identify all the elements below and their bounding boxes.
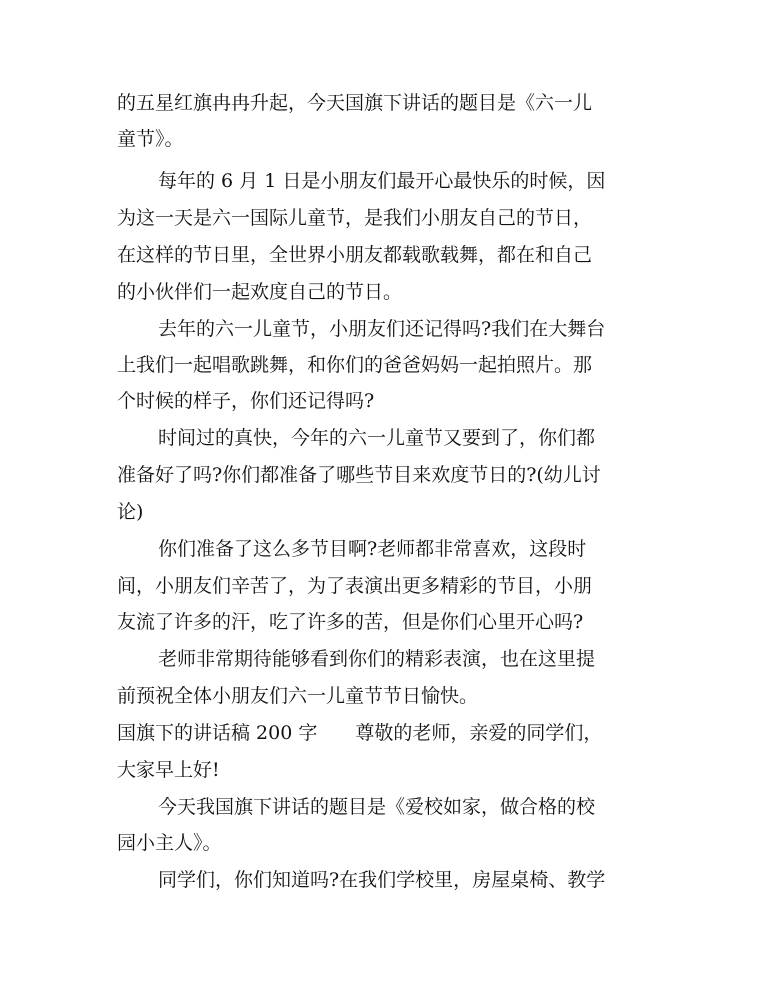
text-line: 同学们，你们知道吗?在我们学校里，房屋桌椅、教学 xyxy=(158,869,606,891)
text-line: 在这样的节日里，全世界小朋友都载歌载舞，都在和自己 xyxy=(117,244,593,266)
text-line: 园小主人》。 xyxy=(117,832,222,854)
text-line: 你们准备了这么多节目啊?老师都非常喜欢，这段时 xyxy=(158,538,587,560)
text-line: 个时候的样子，你们还记得吗? xyxy=(117,390,375,412)
text-line: 每年的 6 月 1 日是小朋友们最开心最快乐的时候，因 xyxy=(158,170,606,192)
text-line: 论) xyxy=(117,501,144,523)
text-line: 的小伙伴们一起欢度自己的节日。 xyxy=(117,281,403,303)
text-line: 的五星红旗冉冉升起，今天国旗下讲话的题目是《六一儿 xyxy=(117,92,593,114)
text-line: 上我们一起唱歌跳舞，和你们的爸爸妈妈一起拍照片。那 xyxy=(117,354,593,376)
text-line: 前预祝全体小朋友们六一儿童节节日愉快。 xyxy=(117,685,479,707)
text-line: 时间过的真快，今年的六一儿童节又要到了，你们都 xyxy=(158,427,596,449)
text-line: 童节》。 xyxy=(117,128,184,150)
text-line: 间，小朋友们辛苦了，为了表演出更多精彩的节目，小朋 xyxy=(117,575,593,597)
text-line: 去年的六一儿童节，小朋友们还记得吗?我们在大舞台 xyxy=(158,318,606,340)
text-line: 准备好了吗?你们都准备了哪些节目来欢度节日的?(幼儿讨 xyxy=(117,464,601,486)
text-line: 国旗下的讲话稿 200 字 尊敬的老师，亲爱的同学们， xyxy=(117,722,603,744)
text-line: 友流了许多的汗，吃了许多的苦，但是你们心里开心吗? xyxy=(117,611,584,633)
text-line: 为这一天是六一国际儿童节，是我们小朋友自己的节日， xyxy=(117,207,593,229)
text-line: 老师非常期待能够看到你们的精彩表演，也在这里提 xyxy=(158,648,596,670)
text-line: 大家早上好! xyxy=(117,759,220,781)
text-line: 今天我国旗下讲话的题目是《爱校如家，做合格的校 xyxy=(158,796,596,818)
